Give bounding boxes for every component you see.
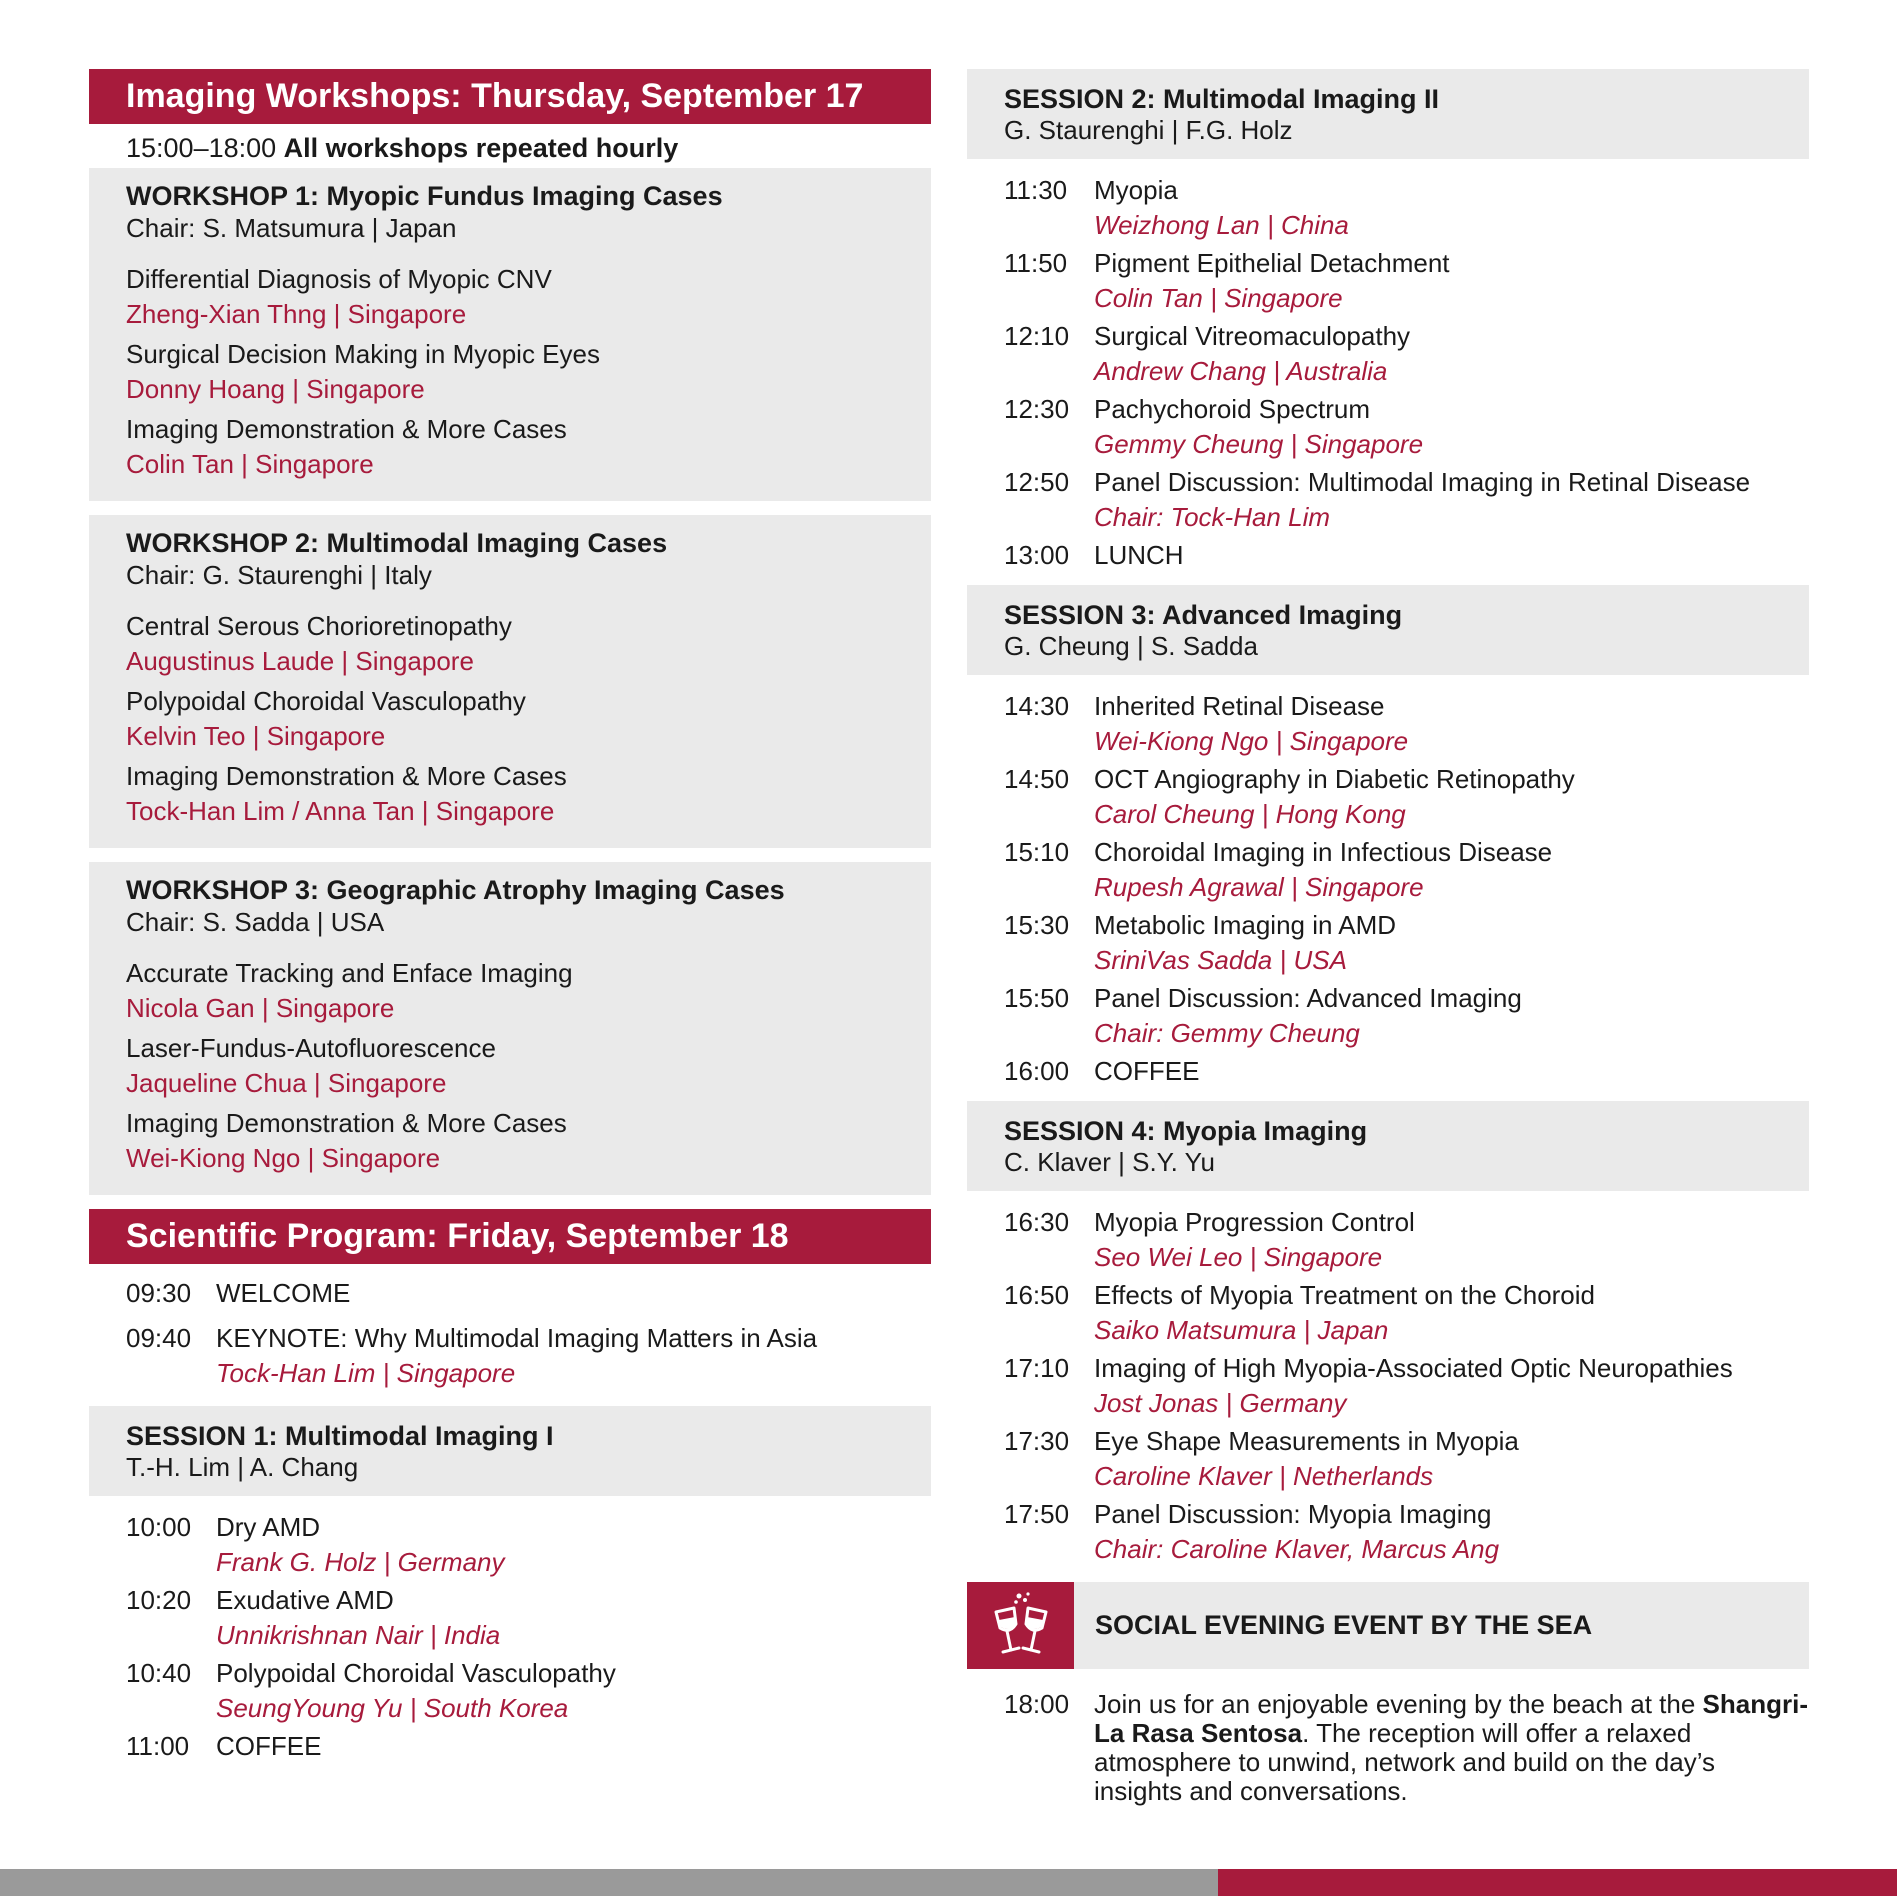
session-chairs: G. Staurenghi | F.G. Holz [1004, 115, 1293, 145]
schedule-time: 11:00 [126, 1731, 190, 1761]
schedule-row [1004, 762, 1809, 835]
schedule-topic: Panel Discussion: Advanced Imaging [1094, 983, 1522, 1013]
schedule-time: 14:30 [1004, 691, 1070, 721]
desc-after: . The reception will offer a relaxed atmosphere to unwind, network and build on the day’s insights and conversations. [1094, 1718, 1716, 1806]
schedule-row [1004, 1205, 1809, 1278]
session-title: SESSION 1: Multimodal Imaging I [126, 1421, 554, 1451]
session-1-items [89, 1510, 931, 1764]
schedule-topic: OCT Angiography in Diabetic Retinopathy [1094, 764, 1575, 794]
schedule-row [1004, 908, 1809, 981]
workshop-chair: Chair: S. Sadda | USA [126, 907, 385, 937]
schedule-topic: LUNCH [1094, 540, 1184, 570]
schedule-time: 09:30 [126, 1278, 192, 1308]
workshop-speaker: Kelvin Teo | Singapore [126, 721, 386, 751]
desc-before: Join us for an enjoyable evening by the beach at the [1094, 1689, 1703, 1719]
schedule-time: 10:20 [126, 1585, 192, 1615]
schedule-speaker: Wei-Kiong Ngo | Singapore [1094, 726, 1409, 756]
schedule-topic: Panel Discussion: Myopia Imaging [1094, 1499, 1492, 1529]
schedule-time: 10:40 [126, 1658, 192, 1688]
schedule-topic: Polypoidal Choroidal Vasculopathy [216, 1658, 616, 1688]
schedule-time: 17:10 [1004, 1353, 1070, 1383]
workshop-topic: Imaging Demonstration & More Cases [126, 761, 567, 791]
schedule-row [1004, 835, 1809, 908]
social-event-items [967, 1687, 1809, 1806]
schedule-speaker: Gemmy Cheung | Singapore [1094, 429, 1424, 459]
schedule-speaker: Andrew Chang | Australia [1094, 356, 1388, 386]
schedule-row [1004, 246, 1809, 319]
workshop-speaker: Augustinus Laude | Singapore [126, 646, 474, 676]
schedule-row [1004, 1687, 1809, 1806]
footer-bar-gray [0, 1869, 1218, 1896]
workshop-3 [89, 862, 931, 1195]
schedule-time: 12:50 [1004, 467, 1070, 497]
left-column [89, 69, 931, 1776]
session-4-header [967, 1101, 1809, 1191]
schedule-speaker: Chair: Gemmy Cheung [1094, 1018, 1360, 1048]
schedule-row [126, 1510, 931, 1583]
schedule-row [1004, 689, 1809, 762]
session-3-header [967, 585, 1809, 675]
schedule-row [1004, 1497, 1809, 1570]
schedule-row [126, 1321, 931, 1394]
footer-bar-accent [1218, 1869, 1897, 1896]
schedule-time: 16:00 [1004, 1056, 1070, 1086]
schedule-topic: Myopia Progression Control [1094, 1207, 1415, 1237]
session-4-items [967, 1205, 1809, 1570]
schedule-time: 17:30 [1004, 1426, 1070, 1456]
schedule-speaker: Unnikrishnan Nair | India [216, 1620, 501, 1650]
workshop-topic: Imaging Demonstration & More Cases [126, 414, 567, 444]
workshops-timing [89, 128, 931, 168]
schedule-topic: Pigment Epithelial Detachment [1094, 248, 1450, 278]
schedule-time: 15:10 [1004, 837, 1070, 867]
right-column [967, 69, 1809, 1818]
workshop-speaker: Wei-Kiong Ngo | Singapore [126, 1143, 441, 1173]
venue-name: Shangri-La Rasa Sentosa [1094, 1689, 1808, 1748]
schedule-row [1004, 392, 1809, 465]
schedule-speaker: Frank G. Holz | Germany [216, 1547, 505, 1577]
schedule-time: 12:30 [1004, 394, 1070, 424]
schedule-time: 16:50 [1004, 1280, 1070, 1310]
workshop-topic: Differential Diagnosis of Myopic CNV [126, 264, 552, 294]
schedule-speaker: SriniVas Sadda | USA [1094, 945, 1347, 975]
workshop-topic: Accurate Tracking and Enface Imaging [126, 958, 573, 988]
schedule-row [126, 1583, 931, 1656]
session-3-items [967, 689, 1809, 1089]
schedule-topic: Dry AMD [216, 1512, 320, 1542]
session-2-header [967, 69, 1809, 159]
schedule-speaker: Colin Tan | Singapore [1094, 283, 1343, 313]
opening-items [89, 1268, 931, 1394]
workshop-title: WORKSHOP 2: Multimodal Imaging Cases [126, 528, 668, 558]
workshop-topic: Surgical Decision Making in Myopic Eyes [126, 339, 600, 369]
session-title: SESSION 2: Multimodal Imaging II [1004, 84, 1440, 114]
schedule-speaker: Caroline Klaver | Netherlands [1094, 1461, 1434, 1491]
schedule-topic: Exudative AMD [216, 1585, 394, 1615]
schedule-speaker: Chair: Caroline Klaver, Marcus Ang [1094, 1534, 1500, 1564]
schedule-row [1004, 1351, 1809, 1424]
session-2-items [967, 173, 1809, 573]
session-chairs: C. Klaver | S.Y. Yu [1004, 1147, 1216, 1177]
schedule-speaker: Rupesh Agrawal | Singapore [1094, 872, 1424, 902]
schedule-time: 15:50 [1004, 983, 1070, 1013]
schedule-row [1004, 173, 1809, 246]
session-title: SESSION 4: Myopia Imaging [1004, 1116, 1368, 1146]
schedule-row [1004, 981, 1809, 1054]
workshop-2 [89, 515, 931, 848]
schedule-time: 12:10 [1004, 321, 1070, 351]
schedule-speaker: SeungYoung Yu | South Korea [216, 1693, 569, 1723]
schedule-time: 14:50 [1004, 764, 1070, 794]
schedule-topic: Panel Discussion: Multimodal Imaging in Retinal Disease [1094, 467, 1751, 497]
social-event-header [967, 1582, 1809, 1669]
workshops-note: All workshops repeated hourly [283, 133, 679, 163]
schedule-topic: COFFEE [1094, 1056, 1200, 1086]
workshop-chair: Chair: G. Staurenghi | Italy [126, 560, 432, 590]
schedule-row [1004, 1424, 1809, 1497]
schedule-topic: Eye Shape Measurements in Myopia [1094, 1426, 1519, 1456]
workshop-topic: Polypoidal Choroidal Vasculopathy [126, 686, 526, 716]
schedule-speaker: Seo Wei Leo | Singapore [1094, 1242, 1383, 1272]
schedule-time: 09:40 [126, 1323, 192, 1353]
workshop-title: WORKSHOP 3: Geographic Atrophy Imaging Cases [126, 875, 785, 905]
workshop-speaker: Jaqueline Chua | Singapore [126, 1068, 447, 1098]
schedule-time: 13:00 [1004, 540, 1070, 570]
schedule-time: 16:30 [1004, 1207, 1070, 1237]
schedule-topic: Imaging of High Myopia-Associated Optic Neuropathies [1094, 1353, 1733, 1383]
schedule-row [1004, 1054, 1809, 1089]
program-header: Scientific Program: Friday, September 18 [89, 1209, 931, 1264]
session-title: SESSION 3: Advanced Imaging [1004, 600, 1403, 630]
schedule-row [1004, 1278, 1809, 1351]
schedule-row [1004, 465, 1809, 538]
schedule-speaker: Chair: Tock-Han Lim [1094, 502, 1331, 532]
schedule-speaker: Jost Jonas | Germany [1094, 1388, 1347, 1418]
schedule-topic: Effects of Myopia Treatment on the Choroid [1094, 1280, 1596, 1310]
schedule-row [126, 1656, 931, 1729]
social-event-title: SOCIAL EVENING EVENT BY THE SEA [1095, 1610, 1593, 1640]
schedule-row [126, 1729, 931, 1764]
schedule-time: 10:00 [126, 1512, 192, 1542]
schedule-topic: Pachychoroid Spectrum [1094, 394, 1371, 424]
schedule-time: 18:00 [1004, 1689, 1070, 1719]
schedule-topic: Choroidal Imaging in Infectious Disease [1094, 837, 1553, 867]
schedule-topic: COFFEE [216, 1731, 322, 1761]
workshop-chair: Chair: S. Matsumura | Japan [126, 213, 457, 243]
workshop-speaker: Donny Hoang | Singapore [126, 374, 425, 404]
schedule-row [126, 1276, 931, 1311]
schedule-row [1004, 538, 1809, 573]
workshop-topic: Laser-Fundus-Autofluorescence [126, 1033, 496, 1063]
schedule-topic: WELCOME [216, 1278, 351, 1308]
workshops-time: 15:00–18:00 [126, 133, 277, 163]
schedule-speaker: Carol Cheung | Hong Kong [1094, 799, 1406, 829]
workshop-topic: Imaging Demonstration & More Cases [126, 1108, 567, 1138]
session-1-header [89, 1406, 931, 1496]
schedule-speaker: Tock-Han Lim | Singapore [216, 1358, 516, 1388]
schedule-speaker: Saiko Matsumura | Japan [1094, 1315, 1389, 1345]
workshop-speaker: Colin Tan | Singapore [126, 449, 374, 479]
session-chairs: G. Cheung | S. Sadda [1004, 631, 1258, 661]
schedule-row [1004, 319, 1809, 392]
social-event-description [1094, 1687, 1809, 1806]
workshop-speaker: Zheng-Xian Thng | Singapore [126, 299, 467, 329]
schedule-topic: Surgical Vitreomaculopathy [1094, 321, 1411, 351]
schedule-time: 11:50 [1004, 248, 1068, 278]
schedule-time: 15:30 [1004, 910, 1070, 940]
champagne-glasses-icon [967, 1582, 1074, 1669]
workshop-speaker: Nicola Gan | Singapore [126, 993, 395, 1023]
schedule-topic: Metabolic Imaging in AMD [1094, 910, 1397, 940]
schedule-topic: Inherited Retinal Disease [1094, 691, 1385, 721]
schedule-speaker: Weizhong Lan | China [1094, 210, 1349, 240]
session-chairs: T.-H. Lim | A. Chang [126, 1452, 359, 1482]
workshop-title: WORKSHOP 1: Myopic Fundus Imaging Cases [126, 181, 723, 211]
workshop-topic: Central Serous Chorioretinopathy [126, 611, 512, 641]
schedule-time: 17:50 [1004, 1499, 1070, 1529]
schedule-time: 11:30 [1004, 175, 1068, 205]
workshops-header: Imaging Workshops: Thursday, September 17 [89, 69, 931, 124]
workshop-speaker: Tock-Han Lim / Anna Tan | Singapore [126, 796, 555, 826]
workshop-1 [89, 168, 931, 501]
schedule-topic: Myopia [1094, 175, 1178, 205]
schedule-topic: KEYNOTE: Why Multimodal Imaging Matters in Asia [216, 1323, 818, 1353]
